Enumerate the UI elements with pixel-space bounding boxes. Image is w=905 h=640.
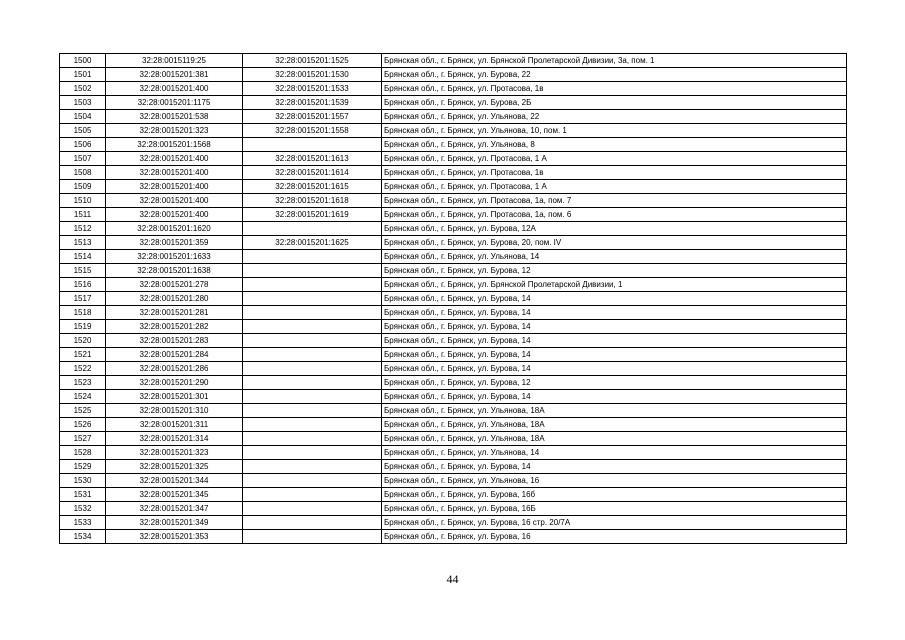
parent-cadastral-number-cell (243, 362, 382, 376)
cadastral-number-cell: 32:28:0015201:400 (106, 194, 243, 208)
table-row (60, 292, 847, 306)
table-row (60, 110, 847, 124)
row-number-cell: 1532 (60, 502, 106, 516)
table-row (60, 432, 847, 446)
address-cell: Брянская обл., г. Брянск, ул. Бурова, 14 (382, 460, 847, 474)
address-cell: Брянская обл., г. Брянск, ул. Бурова, 14 (382, 334, 847, 348)
cadastral-number-cell: 32:28:0015201:400 (106, 180, 243, 194)
table-row (60, 264, 847, 278)
parent-cadastral-number-cell (243, 446, 382, 460)
row-number-cell: 1503 (60, 96, 106, 110)
cadastral-number-cell: 32:28:0015201:278 (106, 278, 243, 292)
cadastral-number-cell: 32:28:0015201:311 (106, 418, 243, 432)
cadastral-number-cell: 32:28:0015201:325 (106, 460, 243, 474)
table-row (60, 404, 847, 418)
cadastral-number-cell: 32:28:0015201:1633 (106, 250, 243, 264)
table-row (60, 460, 847, 474)
parent-cadastral-number-cell (243, 306, 382, 320)
address-cell: Брянская обл., г. Брянск, ул. Ульянова, 18А (382, 418, 847, 432)
cadastral-number-cell: 32:28:0015201:290 (106, 376, 243, 390)
address-cell: Брянская обл., г. Брянск, ул. Бурова, 16б (382, 488, 847, 502)
cadastral-number-cell: 32:28:0015201:345 (106, 488, 243, 502)
cadastral-number-cell: 32:28:0015119:25 (106, 54, 243, 68)
row-number-cell: 1530 (60, 474, 106, 488)
address-cell: Брянская обл., г. Брянск, ул. Бурова, 12 (382, 376, 847, 390)
row-number-cell: 1516 (60, 278, 106, 292)
cadastral-number-cell: 32:28:0015201:400 (106, 82, 243, 96)
address-cell: Брянская обл., г. Брянск, ул. Ульянова, 14 (382, 250, 847, 264)
cadastral-number-cell: 32:28:0015201:349 (106, 516, 243, 530)
cadastral-number-cell: 32:28:0015201:281 (106, 306, 243, 320)
cadastral-number-cell: 32:28:0015201:344 (106, 474, 243, 488)
cadastral-number-cell: 32:28:0015201:353 (106, 530, 243, 544)
table-row (60, 250, 847, 264)
address-cell: Брянская обл., г. Брянск, ул. Бурова, 14 (382, 362, 847, 376)
address-cell: Брянская обл., г. Брянск, ул. Бурова, 16 стр. 20/7А (382, 516, 847, 530)
row-number-cell: 1526 (60, 418, 106, 432)
parent-cadastral-number-cell (243, 390, 382, 404)
row-number-cell: 1527 (60, 432, 106, 446)
parent-cadastral-number-cell: 32:28:0015201:1613 (243, 152, 382, 166)
parent-cadastral-number-cell: 32:28:0015201:1615 (243, 180, 382, 194)
address-cell: Брянская обл., г. Брянск, ул. Протасова, 1в (382, 82, 847, 96)
table-row (60, 306, 847, 320)
table-row (60, 124, 847, 138)
parent-cadastral-number-cell (243, 474, 382, 488)
cadastral-number-cell: 32:28:0015201:1175 (106, 96, 243, 110)
table-row (60, 446, 847, 460)
row-number-cell: 1534 (60, 530, 106, 544)
parent-cadastral-number-cell (243, 488, 382, 502)
row-number-cell: 1502 (60, 82, 106, 96)
address-cell: Брянская обл., г. Брянск, ул. Бурова, 22 (382, 68, 847, 82)
row-number-cell: 1528 (60, 446, 106, 460)
parent-cadastral-number-cell: 32:28:0015201:1625 (243, 236, 382, 250)
row-number-cell: 1531 (60, 488, 106, 502)
row-number-cell: 1524 (60, 390, 106, 404)
row-number-cell: 1507 (60, 152, 106, 166)
parent-cadastral-number-cell (243, 264, 382, 278)
cadastral-number-cell: 32:28:0015201:280 (106, 292, 243, 306)
cadastral-number-cell: 32:28:0015201:1638 (106, 264, 243, 278)
cadastral-number-cell: 32:28:0015201:286 (106, 362, 243, 376)
table-row (60, 376, 847, 390)
parent-cadastral-number-cell (243, 278, 382, 292)
property-registry-table (59, 53, 847, 544)
row-number-cell: 1508 (60, 166, 106, 180)
row-number-cell: 1519 (60, 320, 106, 334)
table-row (60, 334, 847, 348)
table-body (60, 54, 847, 544)
table-row (60, 180, 847, 194)
address-cell: Брянская обл., г. Брянск, ул. Брянской Пролетарской Дивизии, 1 (382, 278, 847, 292)
parent-cadastral-number-cell: 32:28:0015201:1530 (243, 68, 382, 82)
page-number: 44 (446, 572, 459, 586)
cadastral-number-cell: 32:28:0015201:284 (106, 348, 243, 362)
cadastral-number-cell: 32:28:0015201:359 (106, 236, 243, 250)
parent-cadastral-number-cell (243, 250, 382, 264)
table-row (60, 348, 847, 362)
table-row (60, 362, 847, 376)
row-number-cell: 1513 (60, 236, 106, 250)
address-cell: Брянская обл., г. Брянск, ул. Ульянова, 18А (382, 432, 847, 446)
address-cell: Брянская обл., г. Брянск, ул. Протасова, 1а, пом. 7 (382, 194, 847, 208)
table-row (60, 166, 847, 180)
address-cell: Брянская обл., г. Брянск, ул. Ульянова, 10, пом. 1 (382, 124, 847, 138)
row-number-cell: 1522 (60, 362, 106, 376)
parent-cadastral-number-cell: 32:28:0015201:1614 (243, 166, 382, 180)
cadastral-number-cell: 32:28:0015201:310 (106, 404, 243, 418)
cadastral-number-cell: 32:28:0015201:381 (106, 68, 243, 82)
row-number-cell: 1525 (60, 404, 106, 418)
cadastral-number-cell: 32:28:0015201:400 (106, 152, 243, 166)
cadastral-number-cell: 32:28:0015201:323 (106, 446, 243, 460)
table-row (60, 474, 847, 488)
parent-cadastral-number-cell (243, 376, 382, 390)
parent-cadastral-number-cell (243, 138, 382, 152)
address-cell: Брянская обл., г. Брянск, ул. Бурова, 16Б (382, 502, 847, 516)
row-number-cell: 1510 (60, 194, 106, 208)
address-cell: Брянская обл., г. Брянск, ул. Бурова, 14 (382, 348, 847, 362)
address-cell: Брянская обл., г. Брянск, ул. Протасова, 1а, пом. 6 (382, 208, 847, 222)
table-row (60, 278, 847, 292)
table-row (60, 236, 847, 250)
row-number-cell: 1523 (60, 376, 106, 390)
row-number-cell: 1512 (60, 222, 106, 236)
table-row (60, 320, 847, 334)
table-row (60, 82, 847, 96)
address-cell: Брянская обл., г. Брянск, ул. Бурова, 14 (382, 292, 847, 306)
table-row (60, 54, 847, 68)
cadastral-number-cell: 32:28:0015201:282 (106, 320, 243, 334)
parent-cadastral-number-cell (243, 502, 382, 516)
table-row (60, 390, 847, 404)
address-cell: Брянская обл., г. Брянск, ул. Бурова, 12А (382, 222, 847, 236)
table-row (60, 68, 847, 82)
table-row (60, 138, 847, 152)
parent-cadastral-number-cell (243, 292, 382, 306)
address-cell: Брянская обл., г. Брянск, ул. Брянской Пролетарской Дивизии, 3а, пом. 1 (382, 54, 847, 68)
address-cell: Брянская обл., г. Брянск, ул. Протасова, 1 А (382, 180, 847, 194)
parent-cadastral-number-cell: 32:28:0015201:1557 (243, 110, 382, 124)
cadastral-number-cell: 32:28:0015201:1568 (106, 138, 243, 152)
table-row (60, 222, 847, 236)
row-number-cell: 1505 (60, 124, 106, 138)
row-number-cell: 1511 (60, 208, 106, 222)
parent-cadastral-number-cell: 32:28:0015201:1539 (243, 96, 382, 110)
table-row (60, 488, 847, 502)
row-number-cell: 1521 (60, 348, 106, 362)
parent-cadastral-number-cell (243, 348, 382, 362)
row-number-cell: 1500 (60, 54, 106, 68)
row-number-cell: 1517 (60, 292, 106, 306)
parent-cadastral-number-cell (243, 530, 382, 544)
parent-cadastral-number-cell: 32:28:0015201:1618 (243, 194, 382, 208)
parent-cadastral-number-cell: 32:28:0015201:1558 (243, 124, 382, 138)
row-number-cell: 1509 (60, 180, 106, 194)
parent-cadastral-number-cell (243, 334, 382, 348)
address-cell: Брянская обл., г. Брянск, ул. Ульянова, 14 (382, 446, 847, 460)
row-number-cell: 1501 (60, 68, 106, 82)
address-cell: Брянская обл., г. Брянск, ул. Бурова, 14 (382, 320, 847, 334)
cadastral-number-cell: 32:28:0015201:347 (106, 502, 243, 516)
address-cell: Брянская обл., г. Брянск, ул. Ульянова, 18А (382, 404, 847, 418)
parent-cadastral-number-cell (243, 432, 382, 446)
table-row (60, 208, 847, 222)
table-row (60, 152, 847, 166)
address-cell: Брянская обл., г. Брянск, ул. Бурова, 2Б (382, 96, 847, 110)
row-number-cell: 1529 (60, 460, 106, 474)
table-row (60, 418, 847, 432)
cadastral-number-cell: 32:28:0015201:1620 (106, 222, 243, 236)
address-cell: Брянская обл., г. Брянск, ул. Ульянова, 16 (382, 474, 847, 488)
parent-cadastral-number-cell (243, 460, 382, 474)
address-cell: Брянская обл., г. Брянск, ул. Бурова, 20, пом. IV (382, 236, 847, 250)
row-number-cell: 1520 (60, 334, 106, 348)
address-cell: Брянская обл., г. Брянск, ул. Бурова, 12 (382, 264, 847, 278)
cadastral-number-cell: 32:28:0015201:283 (106, 334, 243, 348)
address-cell: Брянская обл., г. Брянск, ул. Протасова, 1 А (382, 152, 847, 166)
cadastral-number-cell: 32:28:0015201:301 (106, 390, 243, 404)
cadastral-number-cell: 32:28:0015201:400 (106, 166, 243, 180)
address-cell: Брянская обл., г. Брянск, ул. Бурова, 14 (382, 306, 847, 320)
parent-cadastral-number-cell (243, 418, 382, 432)
document-page (59, 53, 846, 544)
parent-cadastral-number-cell: 32:28:0015201:1533 (243, 82, 382, 96)
address-cell: Брянская обл., г. Брянск, ул. Протасова, 1в (382, 166, 847, 180)
table-row (60, 530, 847, 544)
row-number-cell: 1504 (60, 110, 106, 124)
parent-cadastral-number-cell (243, 404, 382, 418)
table-row (60, 516, 847, 530)
parent-cadastral-number-cell: 32:28:0015201:1525 (243, 54, 382, 68)
row-number-cell: 1514 (60, 250, 106, 264)
cadastral-number-cell: 32:28:0015201:538 (106, 110, 243, 124)
parent-cadastral-number-cell (243, 320, 382, 334)
cadastral-number-cell: 32:28:0015201:314 (106, 432, 243, 446)
cadastral-number-cell: 32:28:0015201:323 (106, 124, 243, 138)
address-cell: Брянская обл., г. Брянск, ул. Бурова, 14 (382, 390, 847, 404)
cadastral-number-cell: 32:28:0015201:400 (106, 208, 243, 222)
row-number-cell: 1506 (60, 138, 106, 152)
address-cell: Брянская обл., г. Брянск, ул. Бурова, 16 (382, 530, 847, 544)
parent-cadastral-number-cell: 32:28:0015201:1619 (243, 208, 382, 222)
parent-cadastral-number-cell (243, 222, 382, 236)
table-row (60, 194, 847, 208)
table-row (60, 502, 847, 516)
parent-cadastral-number-cell (243, 516, 382, 530)
row-number-cell: 1533 (60, 516, 106, 530)
address-cell: Брянская обл., г. Брянск, ул. Ульянова, 8 (382, 138, 847, 152)
address-cell: Брянская обл., г. Брянск, ул. Ульянова, 22 (382, 110, 847, 124)
table-row (60, 96, 847, 110)
row-number-cell: 1515 (60, 264, 106, 278)
row-number-cell: 1518 (60, 306, 106, 320)
